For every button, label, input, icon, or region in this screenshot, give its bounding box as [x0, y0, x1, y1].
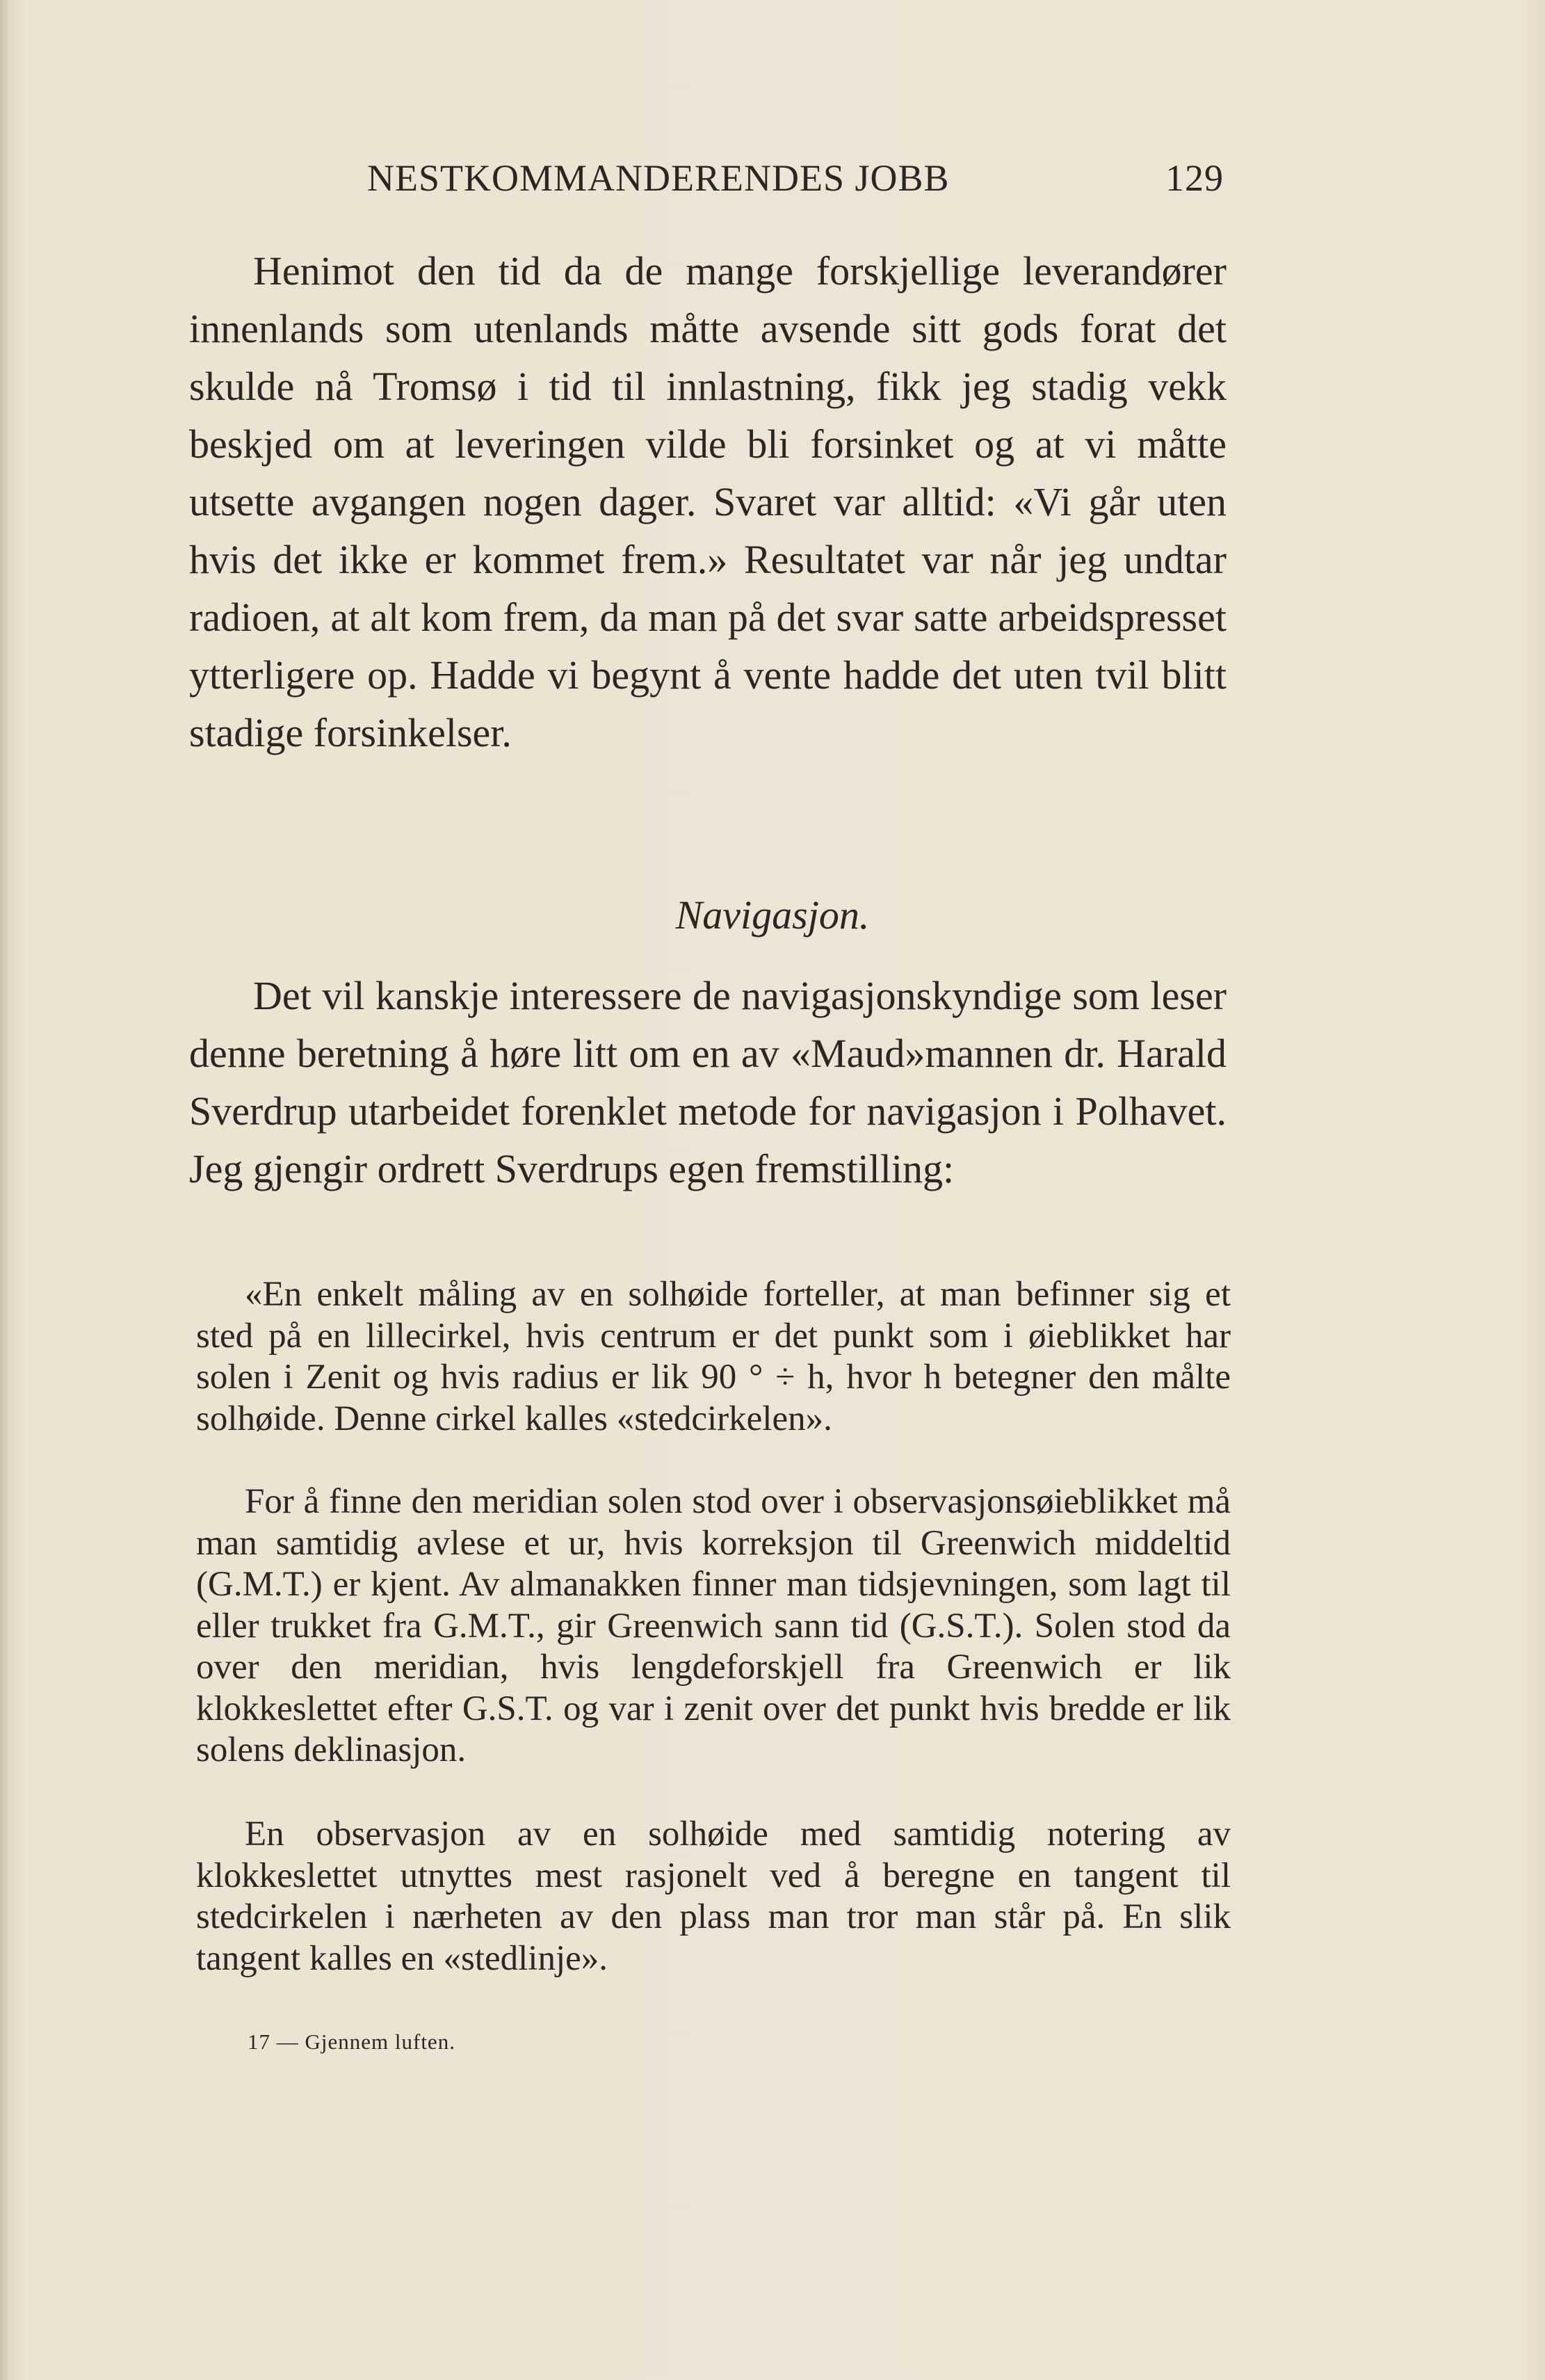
signature-mark: 17 — Gjennem luften. [248, 2029, 455, 2054]
running-title: NESTKOMMANDERENDES JOBB [367, 157, 950, 199]
section-heading: Navigasjon. [675, 892, 870, 938]
quote-paragraph-2: For å finne den meridian solen stod over i observasjonsøieblikket må man samtidig avlese et ur, hvis korreksjon til Greenwich middeltid (G.M.T.) er kjent. Av almanakken finner man tidsjevningen, som lagt til eller trukket fra G.M.T., gir Greenwich sann tid (G.S.T.). Solen stod da over den meridian, hvis lengdeforskjell fra Greenwich er lik klokkeslettet efter G.S.T. og var i zenit over det punkt hvis bredde er lik solens deklinasjon. [196, 1482, 1231, 1769]
page-number: 129 [1165, 157, 1224, 199]
quote-paragraph-3: En observasjon av en solhøide med samtidig notering av klokkeslettet utnyttes mest rasjonelt ved å beregne en tangent til stedcirkelen i nærheten av den plass man tror man står på. En slik tangent kalles en «stedlinje». [196, 1815, 1231, 1978]
running-header [367, 156, 1224, 205]
paragraph-navigation-intro: Det vil kanskje interessere de navigasjonskyndige som leser denne beretning å høre litt om en av «Maud»mannen dr. Harald Sverdrup utarbeidet forenklet metode for navigasjon i Polhavet. Jeg gjengir ordrett Sverdrups egen fremstilling: [189, 973, 1227, 1191]
paragraph-deliveries: Henimot den tid da de mange forskjellige leverandører innenlands som utenlands måtte avsende sitt gods forat det skulde nå Tromsø i tid til innlastning, fikk jeg stadig vekk beskjed om at leveringen vilde bli forsinket og at vi måtte utsette avgangen nogen dager. Svaret var alltid: «Vi går uten hvis det ikke er kommet frem.» Resultatet var når jeg undtar radioen, at alt kom frem, da man på det svar satte arbeidspresset ytterligere op. Hadde vi begynt å vente hadde det uten tvil blitt stadige forsinkelser. [189, 248, 1227, 755]
quote-paragraph-1: «En enkelt måling av en solhøide forteller, at man befinner sig et sted på en lillecirkel, hvis centrum er det punkt som i øieblikket har solen i Zenit og hvis radius er lik 90 ° ÷ h, hvor h betegner den målte solhøide. Denne cirkel kalles «stedcirkelen». [196, 1275, 1231, 1438]
